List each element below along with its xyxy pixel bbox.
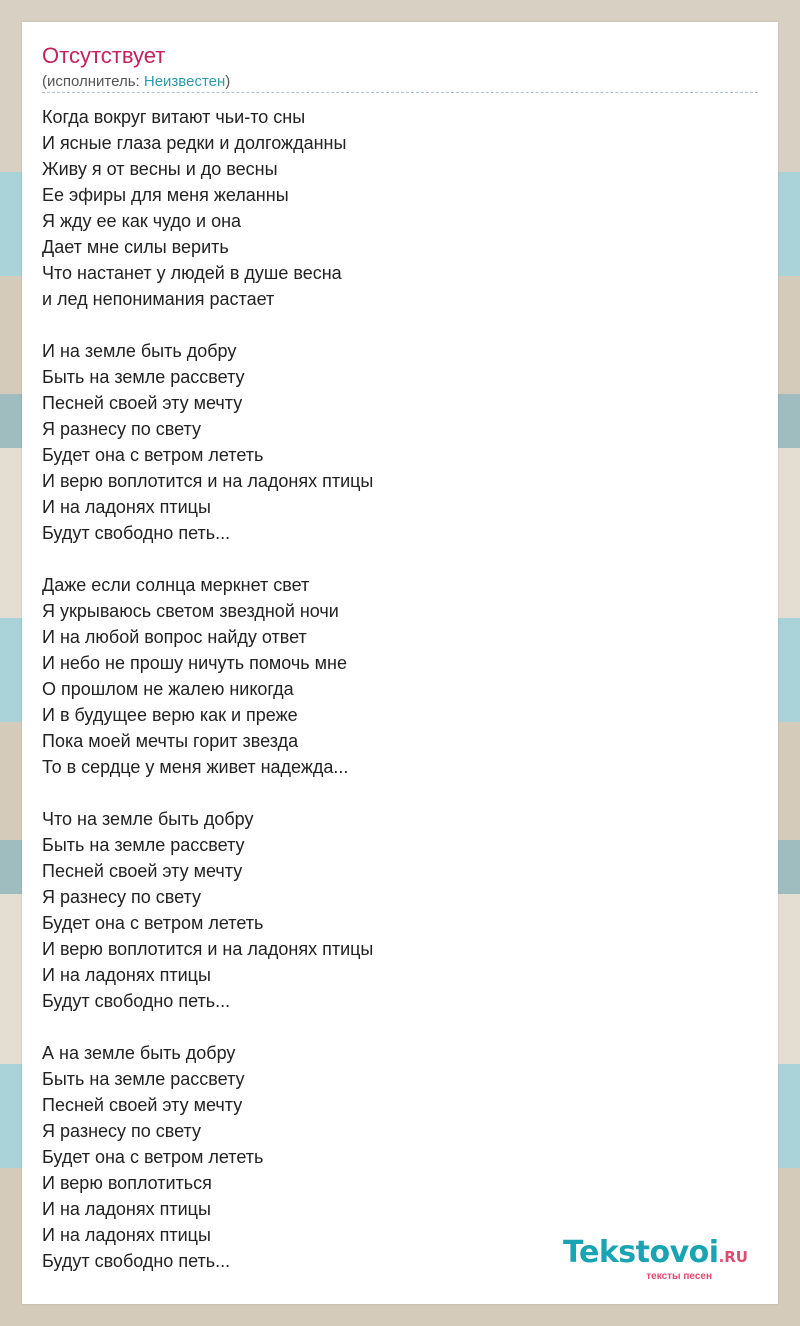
lyric-line: Будет она с ветром лететь	[42, 913, 264, 933]
lyric-line: Живу я от весны и до весны	[42, 159, 278, 179]
lyric-line: Когда вокруг витают чьи-то сны	[42, 107, 306, 127]
lyric-line: Что настанет у людей в душе весна	[42, 263, 342, 283]
lyric-line: Быть на земле рассвету	[42, 835, 245, 855]
lyric-line: Я жду ее как чудо и она	[42, 211, 242, 231]
lyric-line: И верю воплотится и на ладонях птицы	[42, 471, 374, 491]
logo-tld: .RU	[718, 1248, 748, 1266]
lyrics-card	[22, 22, 778, 1304]
lyrics-body	[42, 104, 742, 1300]
lyric-line: И в будущее верю как и преже	[42, 705, 298, 725]
lyric-line: Дает мне силы верить	[42, 237, 229, 257]
lyric-line: И на ладонях птицы	[42, 1199, 211, 1219]
stanza	[42, 806, 742, 1014]
lyric-line: Даже если солнца меркнет свет	[42, 575, 310, 595]
lyric-line: Будут свободно петь...	[42, 523, 231, 543]
artist-suffix: )	[225, 73, 231, 90]
header-divider	[42, 92, 758, 93]
site-logo[interactable]	[563, 1237, 748, 1282]
lyric-line: О прошлом не жалею никогда	[42, 679, 294, 699]
lyric-line: Я разнесу по свету	[42, 887, 202, 907]
lyric-line: И на ладонях птицы	[42, 965, 211, 985]
lyric-line: Песней своей эту мечту	[42, 1095, 243, 1115]
lyric-line: Пока моей мечты горит звезда	[42, 731, 299, 751]
lyric-line: Что на земле быть добру	[42, 809, 254, 829]
lyric-line: Быть на земле рассвету	[42, 1069, 245, 1089]
stanza	[42, 338, 742, 546]
lyric-line: Быть на земле рассвету	[42, 367, 245, 387]
lyric-line: Я разнесу по свету	[42, 1121, 202, 1141]
lyric-line: И на любой вопрос найду ответ	[42, 627, 307, 647]
lyric-line: И небо не прошу ничуть помочь мне	[42, 653, 347, 673]
song-title: Отсутствует	[42, 43, 166, 68]
lyric-line: То в сердце у меня живет надежда...	[42, 757, 349, 777]
lyric-line: и лед непонимания растает	[42, 289, 275, 309]
lyric-line: И на земле быть добру	[42, 341, 237, 361]
lyric-line: И на ладонях птицы	[42, 497, 211, 517]
lyric-line: Ее эфиры для меня желанны	[42, 185, 289, 205]
artist-line	[42, 73, 230, 91]
lyric-line: И ясные глаза редки и долгожданны	[42, 133, 347, 153]
lyric-line: Песней своей эту мечту	[42, 393, 243, 413]
logo-name: Tekstovoi	[563, 1235, 719, 1270]
lyric-line: Будет она с ветром лететь	[42, 445, 264, 465]
lyric-line: Будут свободно петь...	[42, 1251, 231, 1271]
lyric-line: Будут свободно петь...	[42, 991, 231, 1011]
logo-tagline: тексты песен	[646, 1271, 712, 1282]
stanza	[42, 104, 742, 312]
lyric-line: Я разнесу по свету	[42, 419, 202, 439]
lyric-line: Песней своей эту мечту	[42, 861, 243, 881]
lyric-line: А на земле быть добру	[42, 1043, 236, 1063]
artist-link[interactable]: Неизвестен	[143, 73, 226, 90]
lyric-line: И верю воплотиться	[42, 1173, 212, 1193]
stanza	[42, 572, 742, 780]
logo-wordmark	[563, 1237, 748, 1273]
lyric-line: Будет она с ветром лететь	[42, 1147, 264, 1167]
lyric-line: Я укрываюсь светом звездной ночи	[42, 601, 339, 621]
lyric-line: И верю воплотится и на ладонях птицы	[42, 939, 374, 959]
lyric-line: И на ладонях птицы	[42, 1225, 211, 1245]
artist-prefix: (исполнитель:	[42, 73, 144, 90]
